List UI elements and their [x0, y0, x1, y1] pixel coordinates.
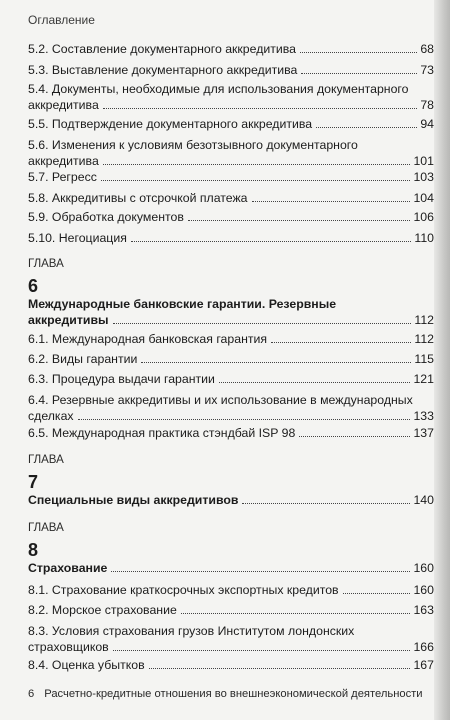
entry-title-line2: аккредитива [28, 154, 99, 168]
entry-title: 5.8. Аккредитивы с отсрочкой платежа [28, 191, 248, 205]
entry-page: 137 [413, 426, 434, 440]
toc-entry-5-10 [28, 230, 434, 246]
dot-leader [78, 419, 411, 420]
toc-entry-8-4 [28, 657, 434, 673]
dot-leader [252, 201, 411, 202]
chapter-title-8 [28, 560, 434, 576]
running-header: Оглавление [28, 13, 95, 27]
toc-entry-5-6 [28, 137, 434, 169]
entry-title: 6.1. Международная банковская гарантия [28, 332, 268, 346]
entry-page: 115 [414, 352, 434, 366]
entry-page: 160 [413, 583, 434, 597]
entry-title: 8.2. Морское страхование [28, 603, 177, 617]
toc-entry-6-3 [28, 371, 434, 387]
book-spine-shadow [434, 0, 450, 720]
toc-entry-6-4 [28, 392, 434, 424]
entry-title: 8.4. Оценка убытков [28, 658, 145, 672]
entry-page: 112 [414, 313, 434, 327]
chapter-title-line1: Международные банковские гарантии. Резервные [28, 297, 337, 311]
entry-page: 73 [420, 63, 434, 77]
entry-page: 78 [420, 98, 434, 112]
dot-leader [111, 571, 410, 572]
entry-title: 5.7. Регресс [28, 170, 97, 184]
entry-title: 5.10. Негоциация [28, 231, 127, 245]
entry-title: 6.5. Международная практика стэндбай ISP 98 [28, 426, 296, 440]
entry-page: 166 [413, 640, 434, 654]
chapter-title: Страхование [28, 561, 108, 575]
dot-leader [103, 108, 418, 109]
entry-page: 101 [413, 154, 434, 168]
running-title: Расчетно-кредитные отношения во внешнеэкономической деятельности [44, 688, 423, 700]
chapter-title-7 [28, 492, 434, 508]
entry-page: 94 [420, 117, 434, 131]
toc-entry-5-3 [28, 62, 434, 78]
dot-leader [103, 164, 411, 165]
toc-entry-8-2 [28, 602, 434, 618]
running-footer [28, 688, 423, 700]
entry-title-line2: сделках [28, 409, 74, 423]
dot-leader [301, 73, 417, 74]
dot-leader [300, 52, 417, 53]
chapter-number: 7 [28, 472, 39, 492]
entry-page: 103 [413, 170, 434, 184]
chapter-number: 6 [28, 276, 39, 296]
dot-leader [219, 382, 411, 383]
chapter-title-6 [28, 296, 434, 328]
dot-leader [149, 668, 411, 669]
dot-leader [101, 180, 411, 181]
toc-entry-6-2 [28, 351, 434, 367]
toc-entry-5-2 [28, 41, 434, 57]
chapter-label: ГЛАВА [28, 258, 64, 270]
entry-page: 121 [413, 372, 434, 386]
dot-leader [181, 613, 411, 614]
entry-page: 163 [413, 603, 434, 617]
toc-entry-5-5 [28, 116, 434, 132]
entry-title: 5.3. Выставление документарного аккредитива [28, 63, 298, 77]
entry-page: 110 [414, 231, 434, 245]
dot-leader [316, 127, 417, 128]
entry-title-line1: 5.4. Документы, необходимые для использования документарного [28, 82, 409, 96]
entry-page: 160 [413, 561, 434, 575]
toc-entry-8-3 [28, 623, 434, 655]
entry-page: 68 [420, 42, 434, 56]
toc-entry-5-7 [28, 169, 434, 185]
entry-page: 106 [413, 210, 434, 224]
chapter-label: ГЛАВА [28, 522, 64, 534]
chapter-label: ГЛАВА [28, 454, 64, 466]
page-number: 6 [28, 688, 35, 700]
toc-entry-5-8 [28, 190, 434, 206]
dot-leader [343, 593, 411, 594]
dot-leader [188, 220, 411, 221]
entry-page: 104 [413, 191, 434, 205]
toc-entry-5-9 [28, 209, 434, 225]
dot-leader [141, 362, 411, 363]
entry-title: 6.2. Виды гарантии [28, 352, 138, 366]
toc-entry-8-1 [28, 582, 434, 598]
dot-leader [242, 503, 410, 504]
dot-leader [299, 436, 410, 437]
dot-leader [113, 650, 411, 651]
entry-title: 5.5. Подтверждение документарного аккредитива [28, 117, 313, 131]
toc-entry-6-1 [28, 331, 434, 347]
entry-title-line1: 6.4. Резервные аккредитивы и их использование в международных [28, 393, 413, 407]
entry-title-line1: 5.6. Изменения к условиям безотзывного документарного [28, 138, 358, 152]
entry-page: 167 [413, 658, 434, 672]
entry-title: 6.3. Процедура выдачи гарантии [28, 372, 215, 386]
toc-entry-6-5 [28, 425, 434, 441]
entry-title: 5.9. Обработка документов [28, 210, 184, 224]
entry-title: 5.2. Составление документарного аккредитива [28, 42, 296, 56]
toc-entry-5-4 [28, 81, 434, 113]
chapter-number: 8 [28, 540, 39, 560]
entry-title-line2: аккредитива [28, 98, 99, 112]
dot-leader [113, 323, 412, 324]
entry-page: 112 [414, 332, 434, 346]
chapter-title: Специальные виды аккредитивов [28, 493, 239, 507]
dot-leader [271, 342, 411, 343]
entry-page: 133 [413, 409, 434, 423]
entry-title-line1: 8.3. Условия страхования грузов Институтом лондонских [28, 624, 355, 638]
entry-title: 8.1. Страхование краткосрочных экспортных кредитов [28, 583, 339, 597]
entry-page: 140 [413, 493, 434, 507]
chapter-title-line2: аккредитивы [28, 313, 109, 327]
entry-title-line2: страховщиков [28, 640, 109, 654]
dot-leader [131, 241, 412, 242]
